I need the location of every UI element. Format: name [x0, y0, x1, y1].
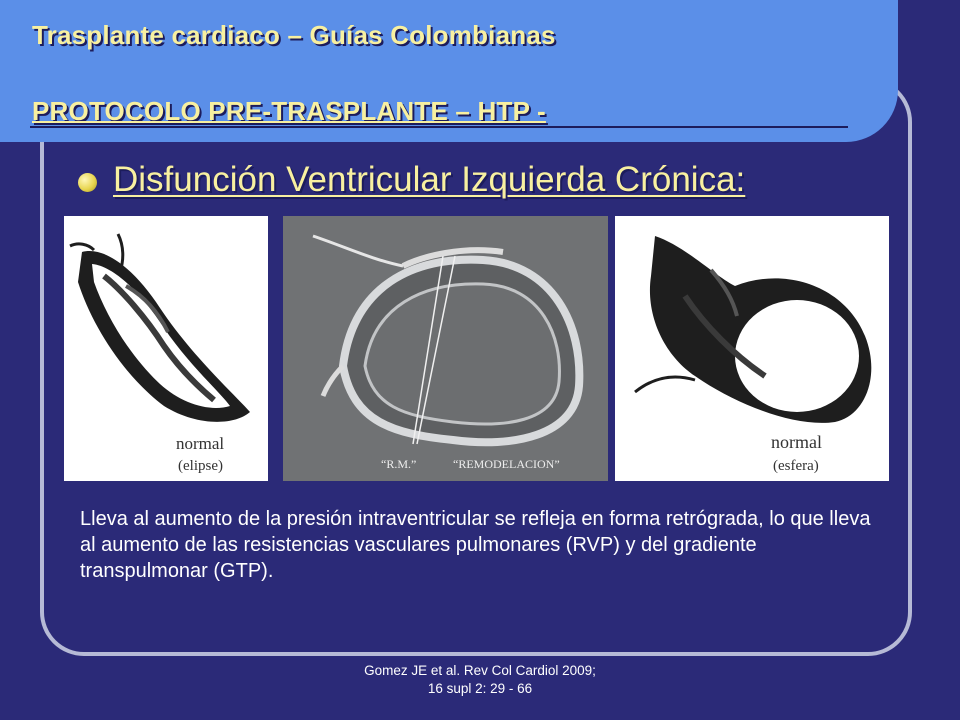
left-figure-caption: (elipse) [178, 458, 223, 474]
body-paragraph: Lleva al aumento de la presión intraventricular se refleja en forma retrógrada, lo que lleva al aumento de las resistencias vasculares pulmonares (RVP) y del gradiente transpulmonar (GTP). [80, 508, 871, 582]
sphere-heart-drawing [615, 216, 889, 481]
left-figure-label: normal [176, 434, 225, 453]
figure-normal-sphere [615, 216, 889, 481]
rm-label: “R.M.” [381, 457, 417, 471]
right-figure-label: normal [771, 432, 822, 452]
remodeling-label: “REMODELACION” [453, 457, 560, 471]
bullet-icon [78, 173, 97, 192]
figure-normal-ellipse [64, 216, 268, 481]
ellipse-heart-drawing [64, 216, 268, 481]
figure-remodeling [283, 216, 608, 481]
right-figure-caption: (esfera) [773, 458, 819, 474]
bullet-item [78, 160, 745, 200]
citation-line-2: 16 supl 2: 29 - 66 [427, 681, 533, 696]
slide-subtitle: PROTOCOLO PRE-TRASPLANTE – HTP - [32, 96, 546, 126]
bullet-text: Disfunción Ventricular Izquierda Crónica: [113, 160, 746, 199]
slide-title: Trasplante cardiaco – Guías Colombianas [32, 20, 556, 50]
remodeling-drawing [283, 216, 608, 481]
citation [300, 662, 660, 698]
citation-line-1: Gomez JE et al. Rev Col Cardiol 2009; [364, 663, 596, 678]
